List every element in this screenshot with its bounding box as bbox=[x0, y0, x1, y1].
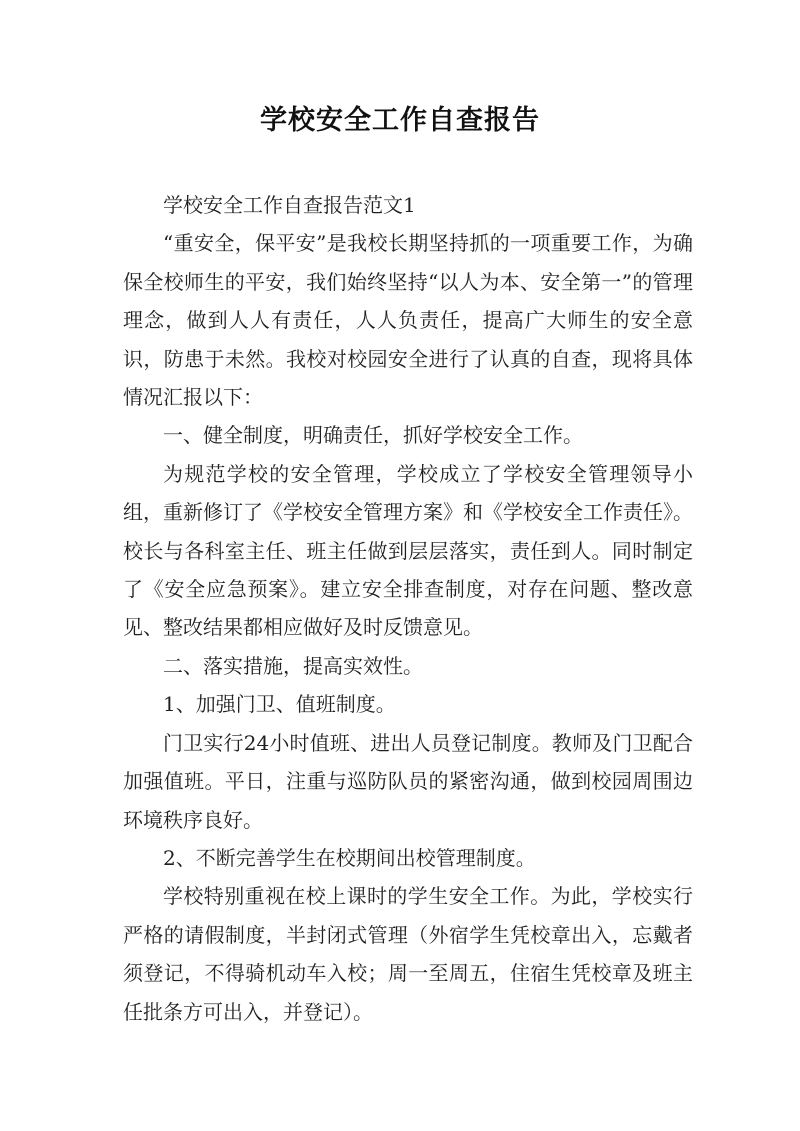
paragraph-subsection-2: 学校特别重视在校上课时的学生安全工作。为此，学校实行严格的请假制度，半封闭式管理（外宿学生凭校章出入，忘戴者须登记，不得骑机动车入校；周一至周五，住宿生凭校章及班主任批条方可出入，并登记）。 bbox=[123, 884, 693, 1024]
document-body bbox=[123, 186, 693, 1031]
paragraph-subsection-1: 门卫实行24小时值班、进出人员登记制度。教师及门卫配合加强值班。平日，注重与巡防队员的紧密沟通，做到校园周围边环境秩序良好。 bbox=[123, 730, 693, 832]
paragraph-section-1: 为规范学校的安全管理，学校成立了学校安全管理领导小组，重新修订了《学校安全管理方案》和《学校安全工作责任》。校长与各科室主任、班主任做到层层落实，责任到人。同时制定了《安全应急预案》。建立安全排查制度，对存在问题、整改意见、整改结果都相应做好及时反馈意见。 bbox=[123, 461, 693, 640]
document-title: 学校安全工作自查报告 bbox=[260, 105, 540, 136]
section-heading-2: 二、落实措施，提高实效性。 bbox=[163, 653, 423, 678]
paragraph-subtitle: 学校安全工作自查报告范文1 bbox=[163, 193, 416, 217]
subsection-heading-2: 2、不断完善学生在校期间出校管理制度。 bbox=[163, 845, 536, 870]
subsection-heading-1: 1、加强门卫、值班制度。 bbox=[163, 692, 396, 717]
section-heading-1: 一、健全制度，明确责任，抓好学校安全工作。 bbox=[163, 423, 583, 448]
paragraph-intro: “重安全，保平安”是我校长期坚持抓的一项重要工作，为确保全校师生的平安，我们始终坚持“以人为本、安全第一”的管理理念，做到人人有责任，人人负责任，提高广大师生的安全意识，防患于未然。我校对校园安全进行了认真的自查，现将具体情况汇报以下： bbox=[123, 231, 693, 410]
